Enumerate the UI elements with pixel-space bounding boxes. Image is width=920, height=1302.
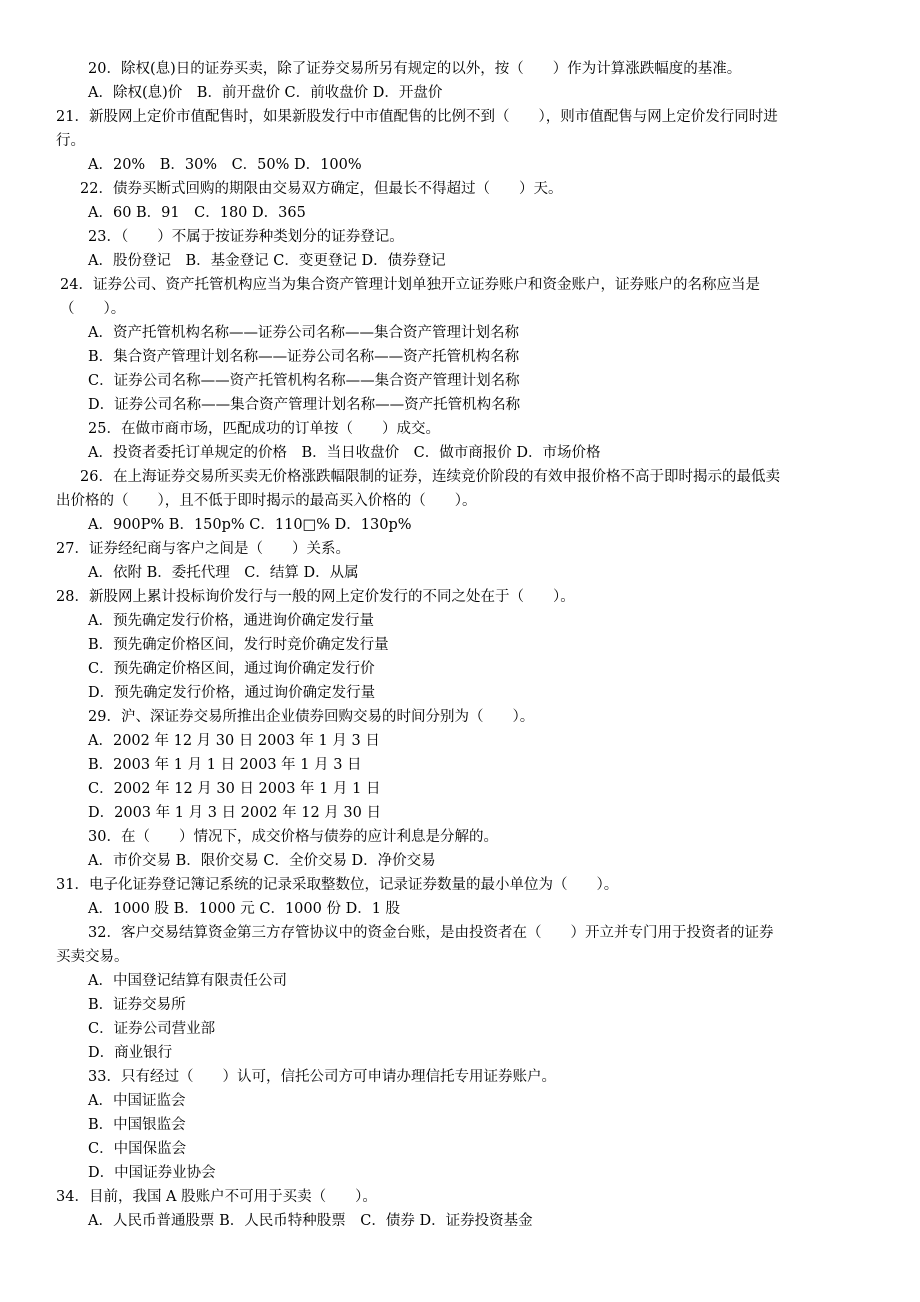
option-28-d: D．预先确定发行价格，通过询价确定发行量 [88,685,376,701]
question-21: 21．新股网上定价市值配售时，如果新股发行中市值配售的比例不到（ ），则市值配售与网上定价发行同时进 [56,109,778,125]
question-33: 33．只有经过（ ）认可，信托公司方可申请办理信托专用证券账户。 [88,1069,556,1085]
option-29-c: C．2002 年 12 月 30 日 2003 年 1 月 1 日 [88,781,381,797]
question-30: 30．在（ ）情况下，成交价格与债券的应计利息是分解的。 [88,829,498,845]
question-22: 22．债券买断式回购的期限由交易双方确定，但最长不得超过（ ）天。 [80,181,563,197]
options-20: A．除权(息)价 B．前开盘价 C．前收盘价 D．开盘价 [88,85,443,101]
options-27: A．依附 B．委托代理 C．结算 D．从属 [88,565,359,581]
question-21-cont: 行。 [56,133,85,149]
option-24-c: C．证券公司名称——资产托管机构名称——集合资产管理计划名称 [88,373,520,389]
option-24-a: A．资产托管机构名称——证券公司名称——集合资产管理计划名称 [88,325,519,341]
question-23: 23．（ ）不属于按证券种类划分的证券登记。 [88,229,404,245]
question-26-cont: 出价格的（ ），且不低于即时揭示的最高买入价格的（ ）。 [56,493,477,509]
question-32-cont: 买卖交易。 [56,949,129,965]
option-32-d: D．商业银行 [88,1045,173,1061]
option-33-d: D．中国证券业协会 [88,1165,216,1181]
options-25: A．投资者委托订单规定的价格 B．当日收盘价 C．做市商报价 D．市场价格 [88,445,601,461]
option-32-c: C．证券公司营业部 [88,1021,216,1037]
option-33-b: B．中国银监会 [88,1117,186,1133]
options-26: A．900P% B．150p% C．110□% D．130p% [88,517,412,533]
option-33-a: A．中国证监会 [88,1093,186,1109]
option-32-a: A．中国登记结算有限责任公司 [88,973,287,989]
question-27: 27．证券经纪商与客户之间是（ ）关系。 [56,541,350,557]
question-34: 34．目前，我国 A 股账户不可用于买卖（ ）。 [56,1189,377,1205]
option-28-b: B．预先确定价格区间，发行时竞价确定发行量 [88,637,389,653]
question-26: 26．在上海证券交易所买卖无价格涨跌幅限制的证券，连续竞价阶段的有效申报价格不高于即时揭示的最低卖 [80,469,780,485]
option-28-c: C．预先确定价格区间，通过询价确定发行价 [88,661,375,677]
option-32-b: B．证券交易所 [88,997,186,1013]
options-21: A．20% B．30% C．50% D．100% [88,157,362,173]
option-24-d: D．证券公司名称——集合资产管理计划名称——资产托管机构名称 [88,397,521,413]
question-32: 32．客户交易结算资金第三方存管协议中的资金台账，是由投资者在（ ）开立并专门用于投资者的证券 [88,925,774,941]
option-33-c: C．中国保监会 [88,1141,187,1157]
question-31: 31．电子化证券登记簿记系统的记录采取整数位，记录证券数量的最小单位为（ ）。 [56,877,619,893]
option-29-b: B．2003 年 1 月 1 日 2003 年 1 月 3 日 [88,757,362,773]
option-29-a: A．2002 年 12 月 30 日 2003 年 1 月 3 日 [88,733,380,749]
options-34: A．人民币普通股票 B．人民币特种股票 C．债券 D．证券投资基金 [88,1213,533,1229]
options-31: A．1000 股 B．1000 元 C．1000 份 D．1 股 [88,901,401,917]
question-24-cont: （ ）。 [60,301,126,317]
option-24-b: B．集合资产管理计划名称——证券公司名称——资产托管机构名称 [88,349,520,365]
question-28: 28．新股网上累计投标询价发行与一般的网上定价发行的不同之处在于（ ）。 [56,589,575,605]
question-29: 29．沪、深证券交易所推出企业债券回购交易的时间分别为（ ）。 [88,709,535,725]
question-24: 24．证券公司、资产托管机构应当为集合资产管理计划单独开立证券账户和资金账户，证券账户的名称应当是 [60,277,760,293]
option-29-d: D．2003 年 1 月 3 日 2002 年 12 月 30 日 [88,805,381,821]
options-22: A．60 B．91 C．180 D．365 [88,205,306,221]
options-23: A．股份登记 B．基金登记 C．变更登记 D．债券登记 [88,253,446,269]
option-28-a: A．预先确定发行价格，通进询价确定发行量 [88,613,374,629]
question-20: 20．除权(息)日的证券买卖，除了证券交易所另有规定的以外，按（ ）作为计算涨跌幅度的基准。 [88,61,742,77]
options-30: A．市价交易 B．限价交易 C．全价交易 D．净价交易 [88,853,436,869]
question-25: 25．在做市商市场，匹配成功的订单按（ ）成交。 [88,421,440,437]
